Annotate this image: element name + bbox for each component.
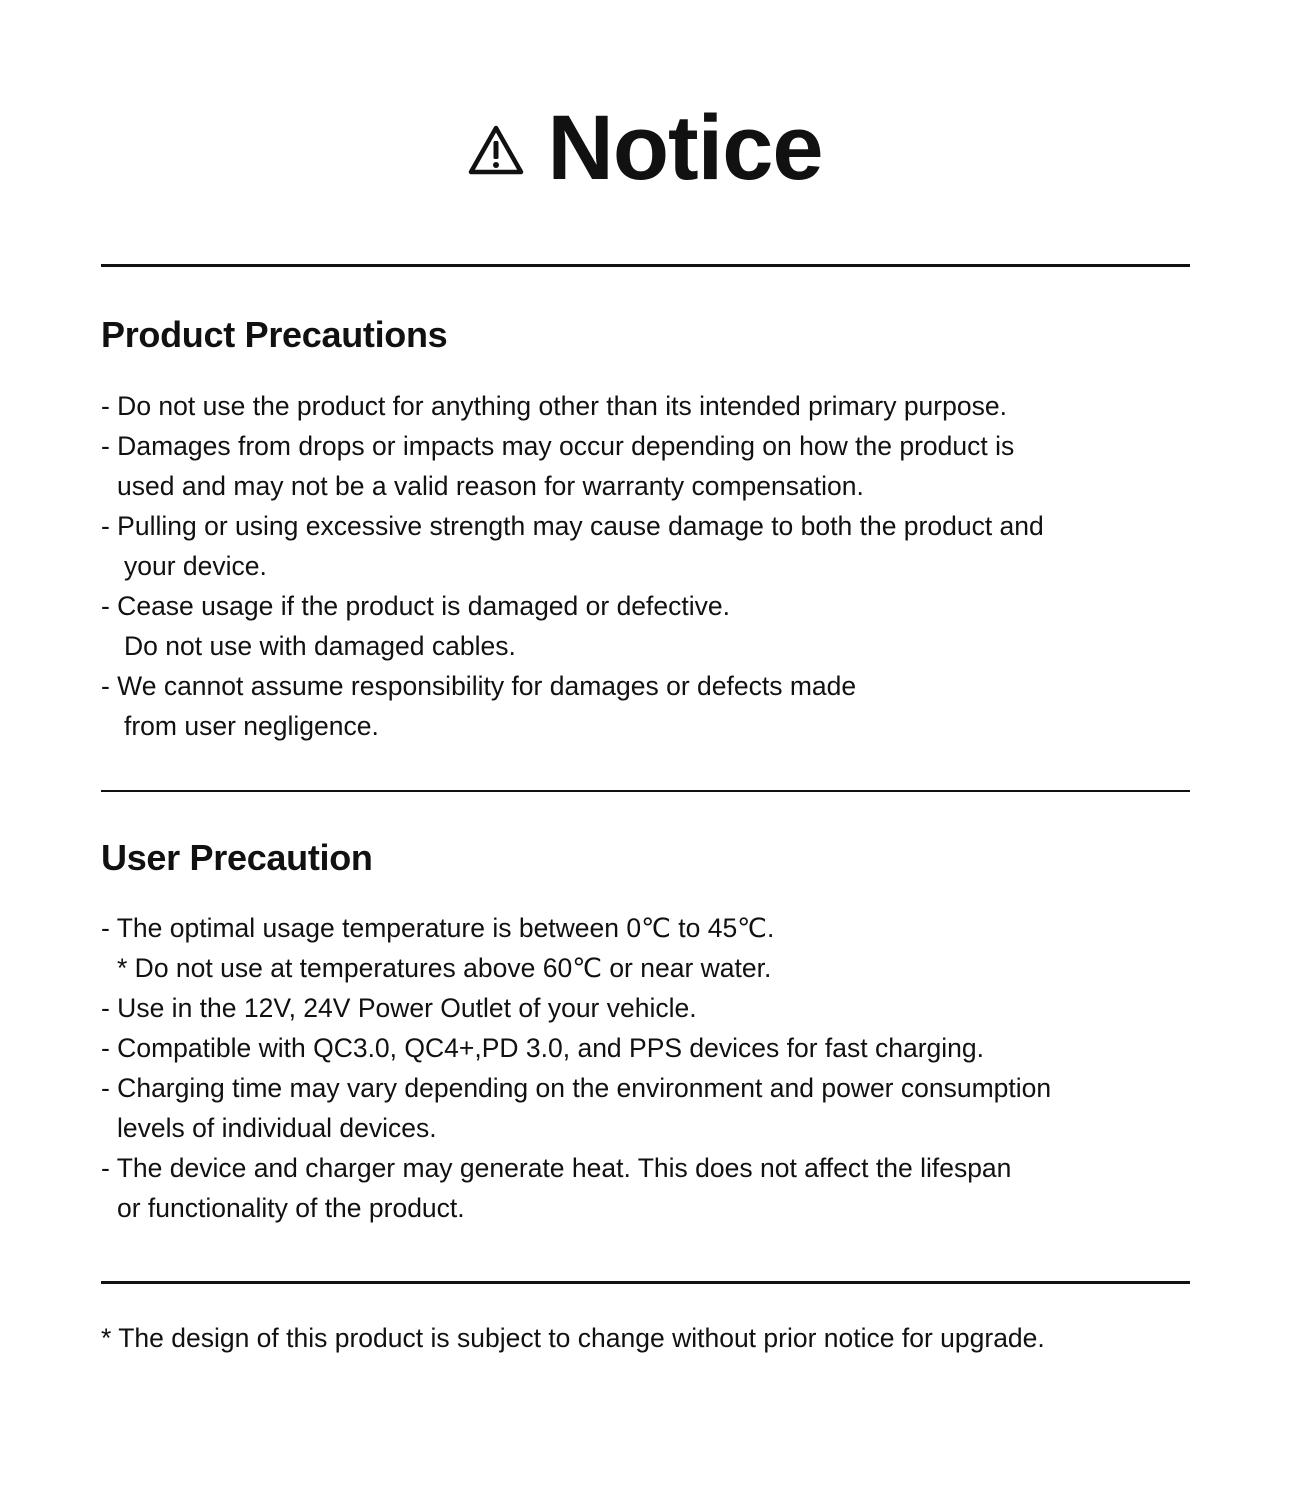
list-item-text: - Charging time may vary depending on the environment and power consumption [101,1073,1052,1103]
list-item [101,1148,1201,1228]
list-item-text: - The device and charger may generate heat. This does not affect the lifespan [101,1153,1012,1183]
list-item-continuation: levels of individual devices. [117,1113,437,1143]
divider-top [101,264,1190,267]
list-item [101,426,1201,506]
list-item [101,586,1201,666]
list-item-text: - Use in the 12V, 24V Power Outlet of your vehicle. [101,993,697,1023]
list-item [101,988,1201,1028]
list-item [101,908,1201,988]
divider-middle [101,790,1190,792]
user-precaution-list [101,908,1201,1228]
list-item [101,1068,1201,1148]
list-item-text: - Compatible with QC3.0, QC4+,PD 3.0, and PPS devices for fast charging. [101,1033,985,1063]
list-item-text: - Damages from drops or impacts may occur depending on how the product is [101,431,1015,461]
page-title-row [0,97,1290,199]
list-item-text: - We cannot assume responsibility for damages or defects made [101,671,857,701]
list-item-continuation: your device. [124,551,267,581]
list-item-continuation: Do not use with damaged cables. [124,631,516,661]
list-item-text: - The optimal usage temperature is between 0℃ to 45℃. [101,913,775,943]
page-title: Notice [547,97,823,199]
list-item-text: - Cease usage if the product is damaged or defective. [101,591,730,621]
product-precautions-list [101,386,1201,746]
list-item [101,666,1201,746]
list-item-continuation: from user negligence. [124,711,379,741]
user-precaution-heading: User Precaution [101,837,373,878]
divider-bottom [101,1281,1190,1284]
list-item-note: * Do not use at temperatures above 60℃ or near water. [117,953,772,983]
footnote: * The design of this product is subject to change without prior notice for upgrade. [101,1323,1045,1353]
list-item-continuation: used and may not be a valid reason for warranty compensation. [117,471,864,501]
product-precautions-heading: Product Precautions [101,314,448,355]
warning-triangle-icon [467,124,525,176]
list-item [101,386,1201,426]
list-item-text: - Do not use the product for anything other than its intended primary purpose. [101,391,1007,421]
list-item-text: - Pulling or using excessive strength may cause damage to both the product and [101,511,1044,541]
list-item [101,1028,1201,1068]
list-item [101,506,1201,586]
list-item-continuation: or functionality of the product. [117,1193,465,1223]
